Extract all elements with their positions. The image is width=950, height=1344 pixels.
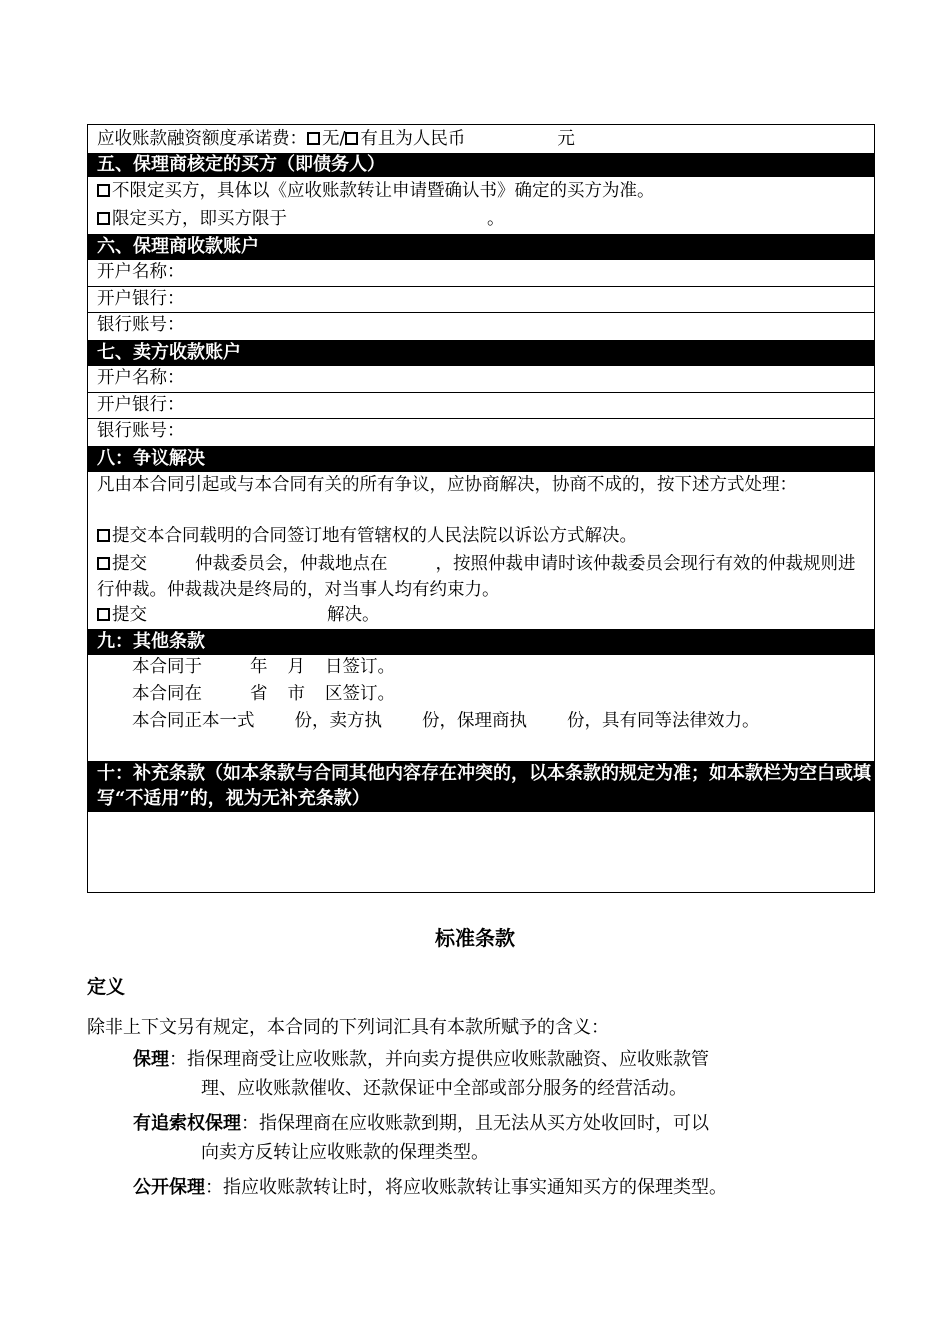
definition-recourse-factoring: 有追索权保理：指保理商在应收账款到期，且无法从买方处收回时，可以 向卖方反转让应收账款的保理类型。 <box>133 1113 709 1163</box>
definition-factoring: 保理：指保理商受让应收账款，并向卖方提供应收账款融资、应收账款管 理、应收账款催收、还款保证中全部或部分服务的经营活动。 <box>133 1049 709 1099</box>
dispute-option-arbitration: 提交 仲裁委员会，仲裁地点在 ，按照仲裁申请时该仲裁委员会现行有效的仲裁规则进行仲裁。仲裁裁决是终局的，对当事人均有约束力。 <box>97 554 856 600</box>
other-item-copies: 本合同正本一式 份，卖方执 份，保理商执 份，具有同等法律效力。 <box>132 711 760 731</box>
checkbox-restricted[interactable] <box>97 212 110 225</box>
checkbox-none[interactable] <box>307 132 320 145</box>
factor-account-number: 银行账号： <box>97 315 185 335</box>
section-8-header: 八：争议解决 <box>88 446 874 472</box>
financing-fee-row: 应收账款融资额度承诺费： 无/ 有且为人民币 元 <box>88 127 874 154</box>
definitions-heading: 定义 <box>87 976 126 998</box>
dispute-option-other: 提交 解决。 <box>88 603 874 629</box>
seller-account-number: 银行账号： <box>97 421 185 441</box>
contract-table <box>87 124 875 893</box>
definitions-intro: 除非上下文另有规定，本合同的下列词汇具有本款所赋予的含义： <box>87 1017 609 1038</box>
section-7-header: 七、卖方收款账户 <box>88 340 874 366</box>
seller-account-name: 开户名称： <box>88 366 874 393</box>
checkbox-unrestricted[interactable] <box>97 184 110 197</box>
seller-account-bank: 开户银行： <box>88 393 874 419</box>
buyer-option-restricted: 限定买方，即买方限于 。 <box>88 207 874 234</box>
checkbox-yes[interactable] <box>345 132 358 145</box>
dispute-option-court: 提交本合同载明的合同签订地有管辖权的人民法院以诉讼方式解决。 <box>88 524 874 551</box>
section-6-header: 六、保理商收款账户 <box>88 234 874 260</box>
section-9-header: 九：其他条款 <box>88 629 874 655</box>
definition-disclosed-factoring: 公开保理：指应收账款转让时，将应收账款转让事实通知买方的保理类型。 <box>133 1177 727 1198</box>
standard-terms-title: 标准条款 <box>435 926 515 950</box>
factor-account-bank: 开户银行： <box>88 287 874 313</box>
supplementary-terms-blank[interactable] <box>88 812 874 892</box>
checkbox-other[interactable] <box>97 608 110 621</box>
section-5-header: 五、保理商核定的买方（即债务人） <box>88 153 874 177</box>
factor-account-name: 开户名称： <box>88 260 874 287</box>
other-item-place: 本合同在 省 市 区签订。 <box>132 684 395 704</box>
checkbox-arbitration[interactable] <box>97 557 110 570</box>
section-10-header: 十：补充条款（如本条款与合同其他内容存在冲突的，以本条款的规定为准；如本款栏为空白或填写“不适用”的，视为无补充条款） <box>88 761 874 812</box>
dispute-intro: 凡由本合同引起或与本合同有关的所有争议，应协商解决，协商不成的，按下述方式处理： <box>97 475 797 495</box>
buyer-option-unrestricted: 不限定买方，具体以《应收账款转让申请暨确认书》确定的买方为准。 <box>88 179 874 206</box>
other-item-date: 本合同于 年 月 日签订。 <box>132 657 395 677</box>
checkbox-court[interactable] <box>97 529 110 542</box>
